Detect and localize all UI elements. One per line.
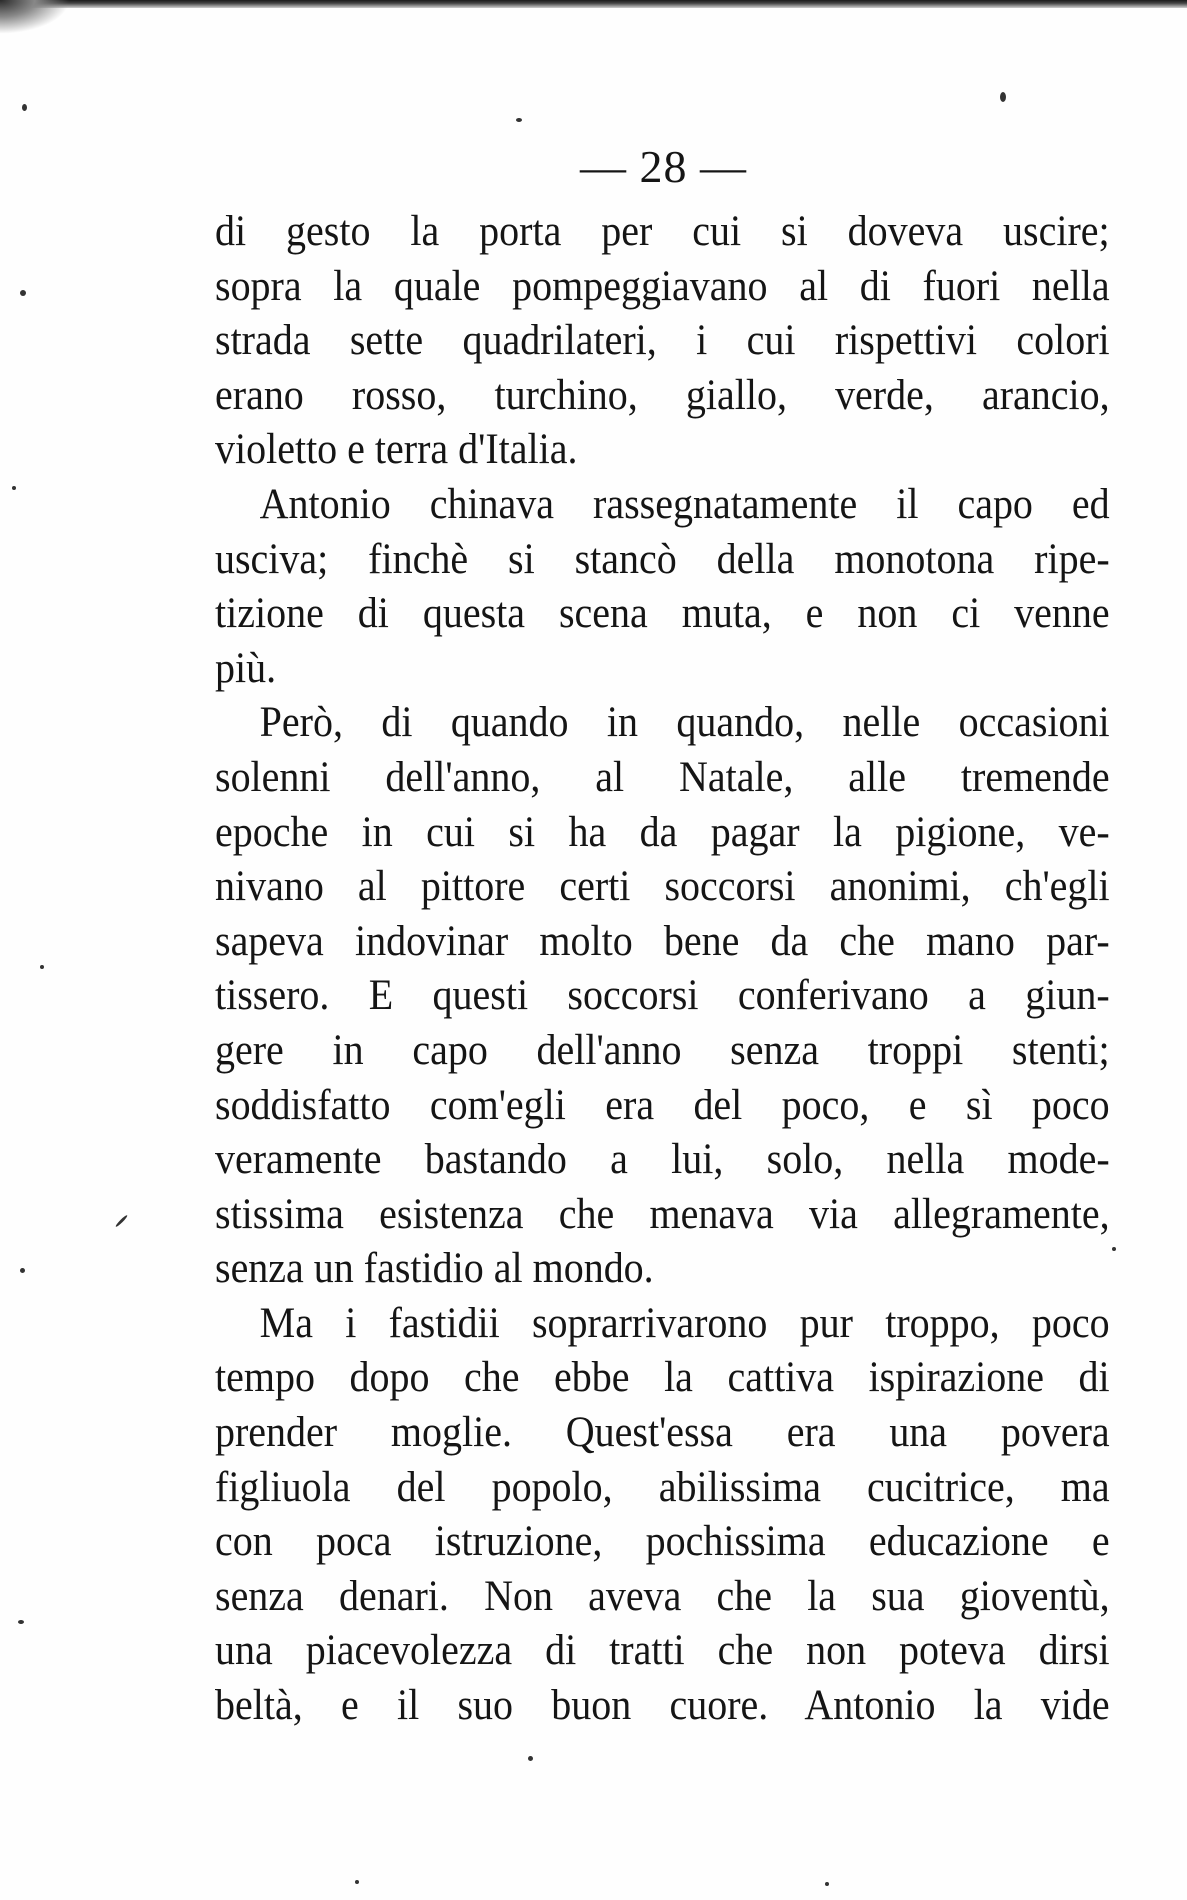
scan-speck [528,1756,533,1761]
scan-speck [12,486,16,490]
text-line: prender moglie. Quest'essa era una povera [215,1409,1110,1457]
text-line: veramente bastando a lui, solo, nella mode- [215,1136,1110,1184]
scan-speck [40,965,44,969]
text-line: senza un fastidio al mondo. [215,1245,654,1293]
text-line: tizione di questa scena muta, e non ci venne [215,590,1110,638]
scan-speck [355,1880,359,1884]
text-line: più. [215,644,277,692]
text-line: tissero. E questi soccorsi conferivano a giun- [215,972,1110,1020]
text-line: epoche in cui si ha da pagar la pigione, ve- [215,808,1110,856]
text-line: sopra la quale pompeggiavano al di fuori nella [215,262,1110,310]
text-line: gere in capo dell'anno senza troppi stenti; [215,1026,1110,1074]
text-line: beltà, e il suo buon cuore. Antonio la vide [215,1682,1110,1730]
text-line: una piacevolezza di tratti che non poteva dirsi [215,1627,1110,1675]
scan-speck [20,290,26,296]
text-line: figliuola del popolo, abilissima cucitrice, ma [215,1463,1110,1511]
scan-speck [1112,1247,1116,1251]
scan-speck [20,1268,25,1273]
text-line: strada sette quadrilateri, i cui rispettivi colori [215,317,1110,365]
scan-speck [115,1214,128,1227]
scan-speck [22,104,27,111]
text-line: con poca istruzione, pochissima educazione e [215,1518,1110,1566]
scan-corner-shadow [0,0,70,34]
text-line: violetto e terra d'Italia. [215,426,578,474]
scan-speck [18,1620,24,1624]
text-line: di gesto la porta per cui si doveva uscire; [215,208,1110,255]
text-line: senza denari. Non aveva che la sua gioventù, [215,1572,1110,1620]
text-line: erano rosso, turchino, giallo, verde, arancio, [215,371,1110,419]
text-line: soddisfatto com'egli era del poco, e sì poco [215,1081,1110,1129]
scan-speck [825,1882,829,1886]
text-line: stissima esistenza che menava via allegramente, [215,1190,1110,1238]
text-line: solenni dell'anno, al Natale, alle tremende [215,753,1110,801]
page-number: — 28 — [580,141,747,192]
text-line: tempo dopo che ebbe la cattiva ispirazione di [215,1354,1110,1402]
body-text [215,205,1110,1734]
text-line: Ma i fastidii soprarrivarono pur troppo, poco [259,1299,1110,1347]
scan-top-edge [0,0,1187,8]
scan-speck [1000,92,1006,102]
text-line: Antonio chinava rassegnatamente il capo ed [259,480,1110,528]
text-line: sapeva indovinar molto bene da che mano par- [215,917,1110,965]
scan-speck [516,118,522,122]
text-line: nivano al pittore certi soccorsi anonimi, ch'egli [215,863,1110,911]
text-line: Però, di quando in quando, nelle occasioni [259,699,1110,747]
text-line: usciva; finchè si stancò della monotona ripe- [215,535,1110,583]
